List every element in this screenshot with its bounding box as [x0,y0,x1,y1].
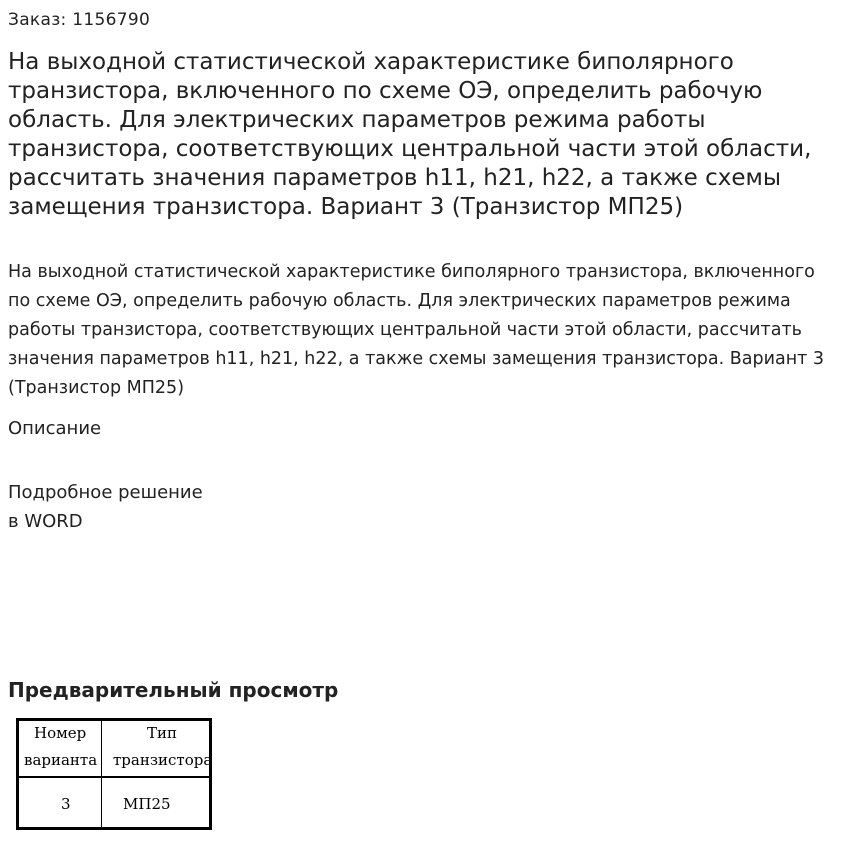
header-variant-line-1: Номер [34,724,87,742]
table-column-divider [101,721,102,827]
task-description: На выходной статистической характеристике биполярного транзистора, включенного по схеме ОЭ, определить рабочую область. Для электрических параметров режима работы транзистора, соответствующих центральной части этой области, рассчитать значения параметров h11, h21, h22, а также схемы замещения транзистора. Вариант 3 (Транзистор МП25) [8,262,825,398]
preview-image [16,718,212,830]
cell-transistor-value: МП25 [123,795,171,813]
preview-heading: Предварительный просмотр [8,678,339,702]
cell-variant-value: 3 [61,795,71,813]
header-type-line-1: Тип [147,724,177,742]
task-title: На выходной статистической характеристике биполярного транзистора, включенного по схеме ОЭ, определить рабочую область. Для электрических параметров режима работы транзистора, соответствующих центральной части этой области, рассчитать значения параметров h11, h21, h22, а также схемы замещения транзистора. Вариант 3 (Транзистор МП25) [8,49,812,220]
order-number: Заказ: 1156790 [8,10,151,30]
solution-line-2: в WORD [8,511,83,532]
table-row-divider [19,776,209,778]
description-heading: Описание [8,418,102,439]
solution-info [8,478,203,536]
solution-line-1: Подробное решение [8,482,203,503]
header-type-line-2: транзистора [113,751,213,769]
header-variant-line-2: варианта [24,751,98,769]
